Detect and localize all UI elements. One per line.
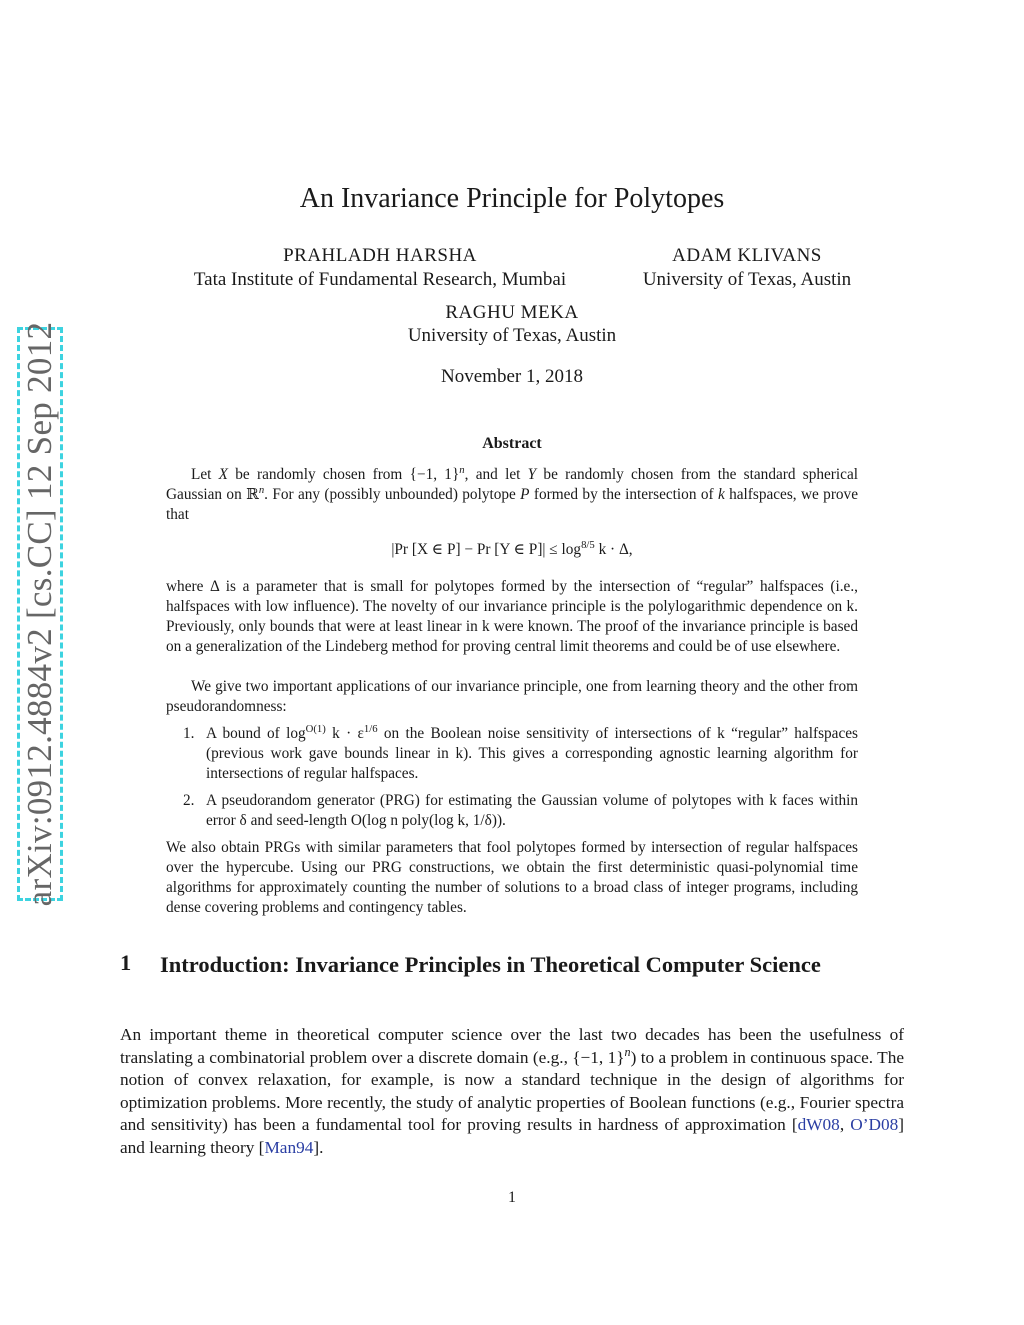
list-item bbox=[183, 791, 858, 831]
author-name-harsha: PRAHLADH HARSHA bbox=[283, 245, 477, 266]
author-name-klivans: ADAM KLIVANS bbox=[672, 245, 822, 266]
abstract-paragraph-4: We also obtain PRGs with similar parameters that fool polytopes formed by intersection of regular halfspaces over the hypercube. Using our PRG constructions, we obtain the first deterministic quasi-polynomial time algorithms for approximately counting the number of solutions to a broad class of integer programs, including dense covering problems and contingency tables. bbox=[166, 839, 858, 916]
author-name-meka: RAGHU MEKA bbox=[445, 302, 579, 323]
main-inequality: |Pr [X ∈ P] − Pr [Y ∈ $P]| \le \log^{8/5} k \cdot \Delta$, bbox=[391, 538, 633, 558]
citation-link-od08[interactable]: O’D08 bbox=[850, 1115, 899, 1135]
intro-paragraph: An important theme in theoretical computer science over the last two decades has been the usefulness of translating a combinatorial problem over a discrete domain (e.g., {−1, 1}$^n$) to a problem in continuous space. The notion of convex relaxation, for example, is now a standard technique in the design of algorithms for optimization problems. More recently, the study of analytic properties of Boolean functions (e.g., Fourier spectra and sensitivity) has been a fundamental tool for proving results in hardness of approximation [dW08, O’D08] and learning theory [Man94]. bbox=[120, 1025, 905, 1157]
abstract-paragraph-2: where Δ is a parameter that is small for polytopes formed by the intersection of “regular” halfspaces (i.e., halfspaces with low influence). The novelty of our invariance principle is the polylogarithmic dependence on k. Previously, only bounds that were at least linear in k were known. The proof of the invariance principle is based on a generalization of the Lindeberg method for proving central limit theorems and could be of use elsewhere. bbox=[166, 578, 858, 655]
page-number: 1 bbox=[508, 1189, 516, 1206]
author-affiliation-harsha: Tata Institute of Fundamental Research, Mumbai bbox=[193, 269, 567, 290]
arxiv-identifier: arXiv:0912.4884v2 [cs.CC] 12 Sep 2012 bbox=[20, 321, 59, 907]
section-number: 1 bbox=[120, 950, 132, 975]
citation-link-dw08[interactable]: dW08 bbox=[797, 1115, 840, 1135]
section-title: Introduction: Invariance Principles in Theoretical Computer Science bbox=[160, 952, 821, 977]
paper-title: An Invariance Principle for Polytopes bbox=[299, 183, 725, 214]
list-item bbox=[183, 724, 858, 784]
abstract-heading: Abstract bbox=[482, 435, 542, 452]
paper-date: November 1, 2018 bbox=[441, 366, 583, 387]
citation-link-man94[interactable]: Man94 bbox=[264, 1137, 314, 1157]
author-affiliation-meka: University of Texas, Austin bbox=[407, 325, 617, 346]
list-item-text: A bound of $\log^{O(1)} k \cdot \varepsilon^{1/6}$ on the Boolean noise sensitivity of intersections of k “regular” halfspaces (previous work gave bounds linear in k). This gives a corresponding agnostic learning algorithm for intersections of regular halfspaces. bbox=[206, 722, 858, 782]
abstract-paragraph-1: Let X be randomly chosen from {−1, 1}$^n$, and let Y be randomly chosen from the standard spherical Gaussian on ℝ$^n$. For any (possibly unbounded) polytope P formed by the intersection of k halfspaces, we prove that bbox=[166, 463, 858, 523]
abstract-paragraph-3: We give two important applications of our invariance principle, one from learning theory and the other from pseudorandomness: bbox=[166, 678, 858, 715]
list-item-number: 1. bbox=[183, 725, 195, 742]
author-affiliation-klivans: University of Texas, Austin bbox=[642, 269, 852, 290]
list-item-number: 2. bbox=[183, 792, 195, 809]
list-item-text: A pseudorandom generator (PRG) for estimating the Gaussian volume of polytopes with k faces within error δ and seed-length O(log n poly(log k, 1/δ)). bbox=[206, 792, 858, 829]
